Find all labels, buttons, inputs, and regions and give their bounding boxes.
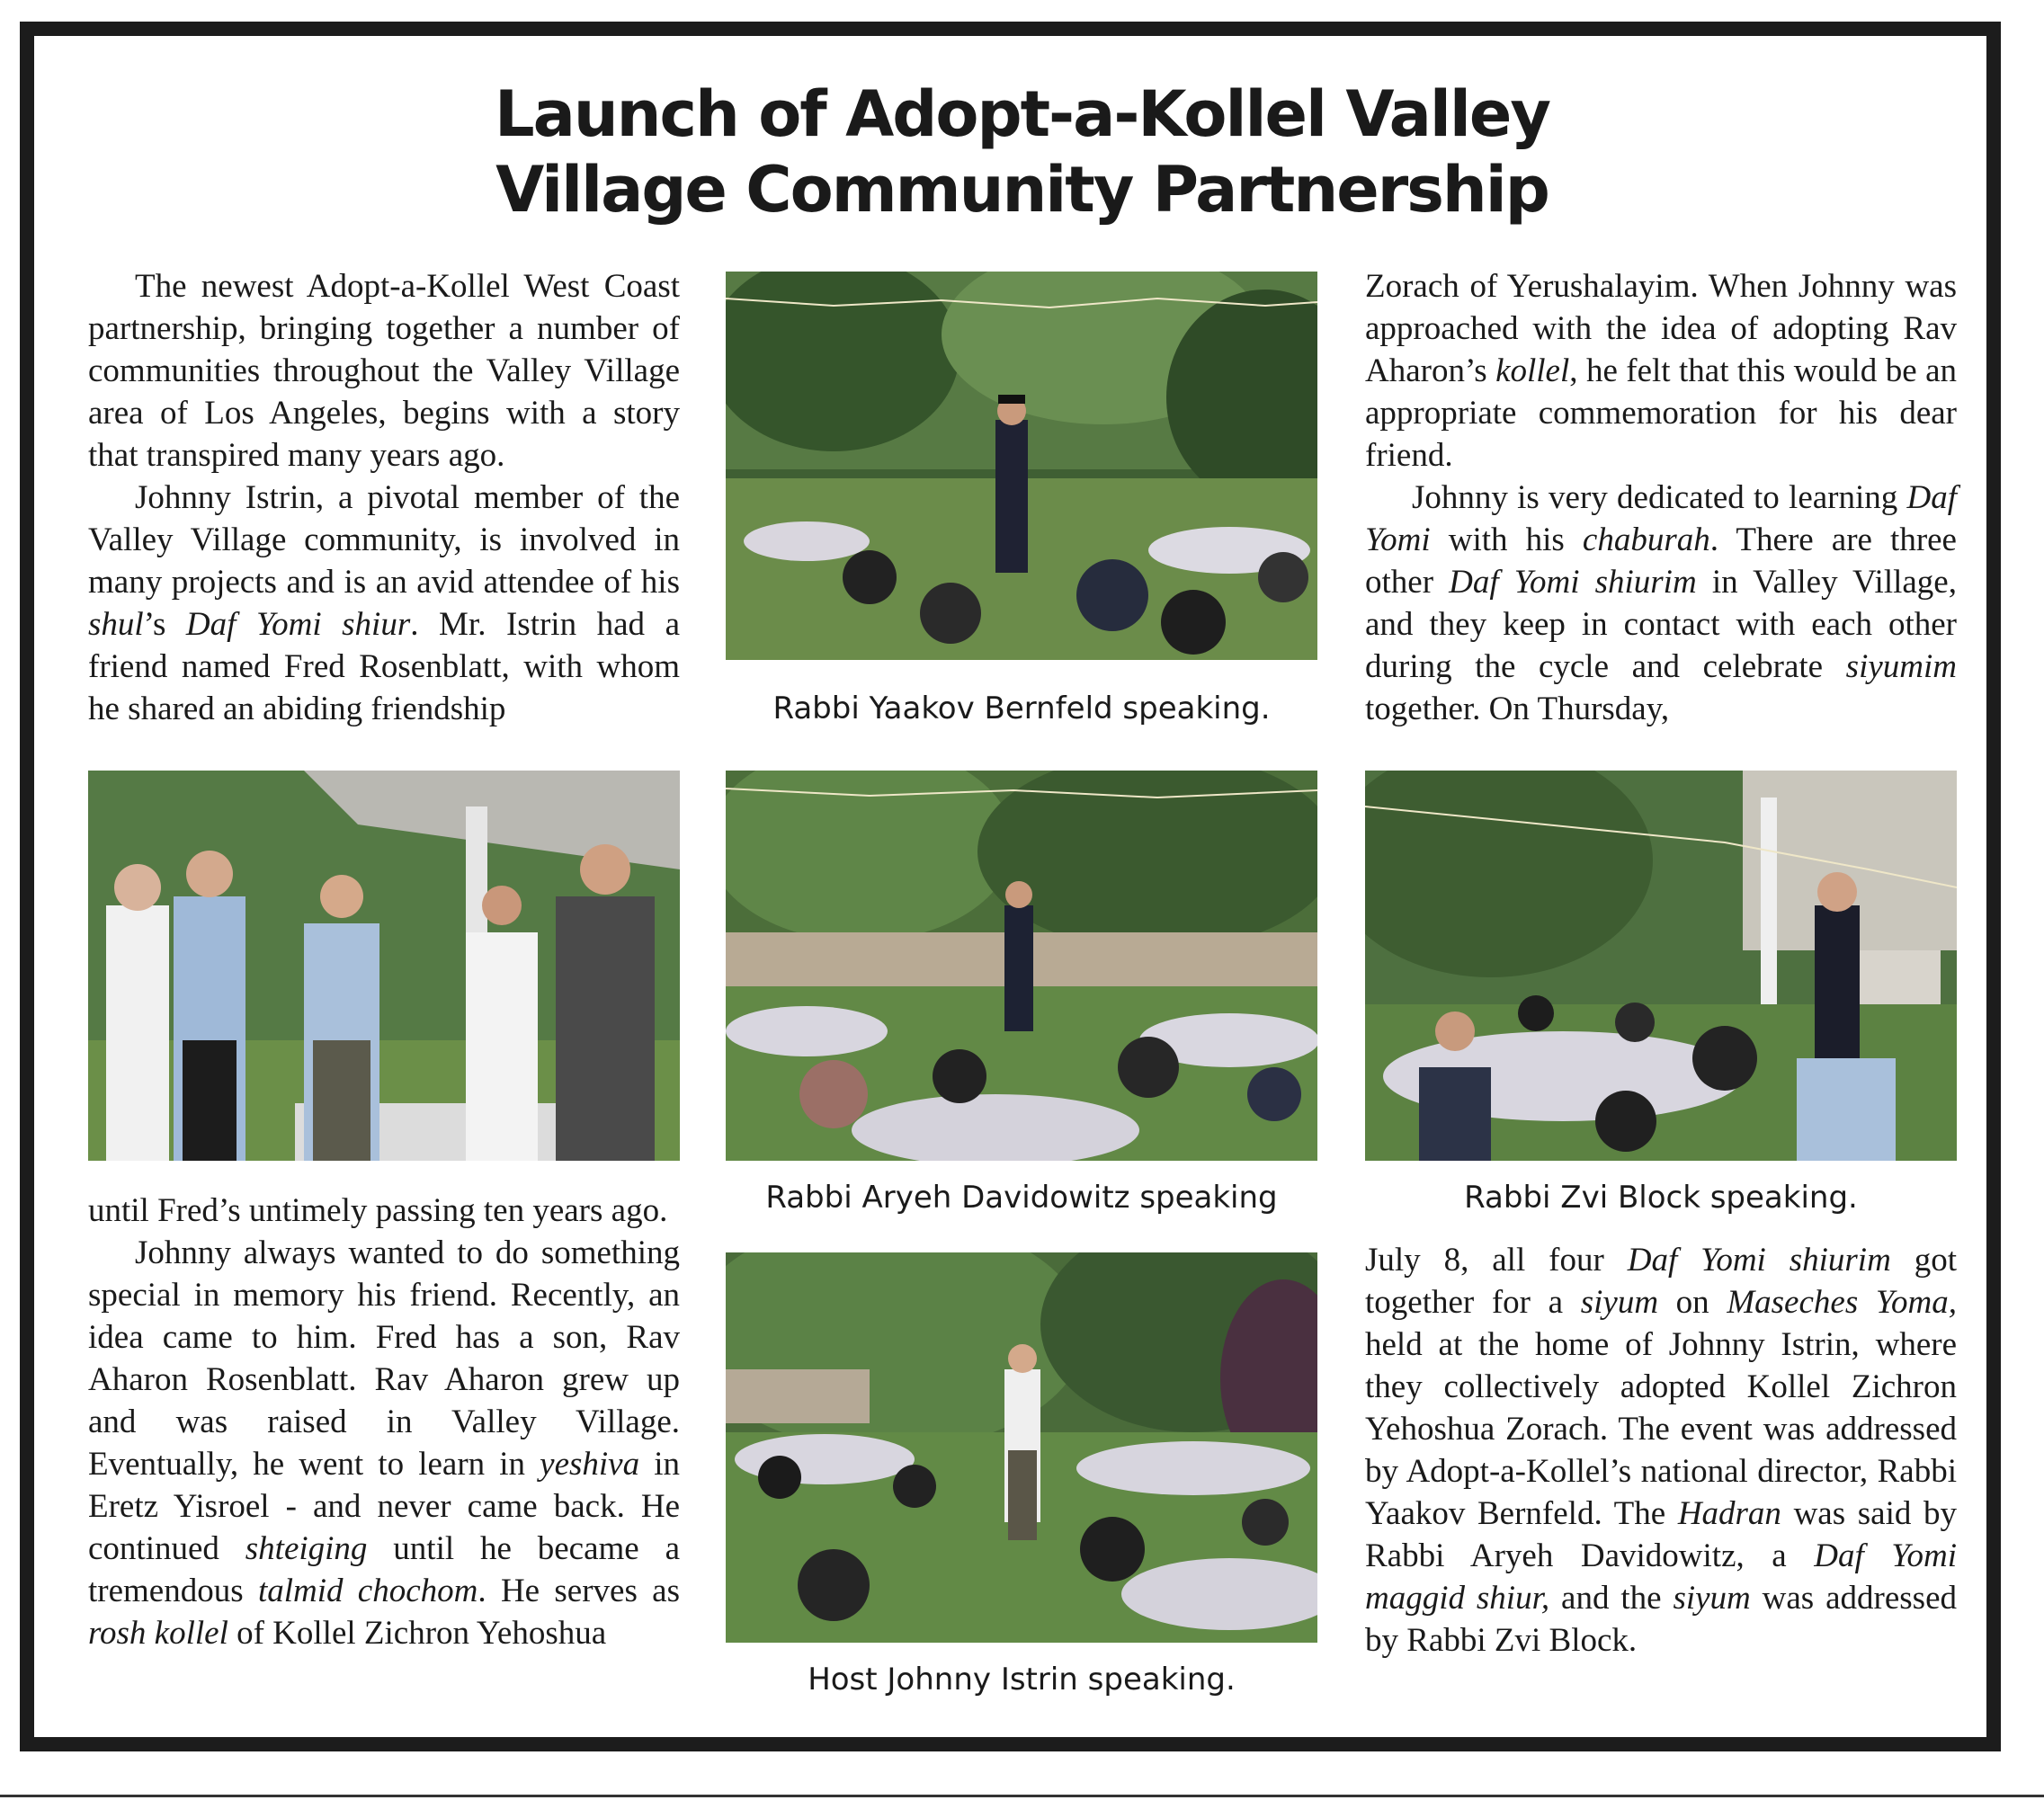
caption-block: Rabbi Zvi Block speaking. <box>1464 1180 1858 1216</box>
paragraph: Johnny Istrin, a pivotal member of the Valley Village community, is involved in many projects and is an avid attendee of his shul’s Daf Yomi shiur. Mr. Istrin had a friend named Fred Rosenblatt, with whom he shared an abiding friendship <box>88 479 680 727</box>
paragraph: until Fred’s untimely passing ten years ago. <box>88 1192 668 1229</box>
caption-bernfeld: Rabbi Yaakov Bernfeld speaking. <box>772 691 1271 726</box>
photo-block-speaking <box>1365 771 1957 1161</box>
photo-istrin-speaking <box>726 1252 1317 1643</box>
column-3-bottom-text <box>1365 1239 1957 1662</box>
paragraph: Johnny is very dedicated to learning Daf Yomi with his chaburah. There are three other Daf Yomi shiurim in Valley Village, and they keep in contact with each other during the cycle and celebrate siyumim together. On Thursday, <box>1365 479 1957 727</box>
column-1-bottom-text <box>88 1190 680 1654</box>
photo-toast-group <box>88 771 680 1161</box>
paragraph: Johnny always wanted to do something special in memory his friend. Recently, an idea came to him. Fred has a son, Rav Aharon Rosenblatt. Rav Aharon grew up and was raised in Valley Village. Eventually, he went to learn in yeshiva in Eretz Yisroel - and never came back. He continued shteiging until he became a tremendous talmid chochom. He serves as rosh kollel of Kollel Zichron Yehoshua <box>88 1234 681 1652</box>
paragraph: The newest Adopt-a-Kollel West Coast partnership, bringing together a number of communities throughout the Valley Village area of Los Angeles, begins with a story that transpired many years ago. <box>88 268 680 474</box>
headline-line-1: Launch of Adopt-a-Kollel Valley <box>494 77 1549 151</box>
photo-bernfeld-speaking <box>726 272 1317 660</box>
caption-istrin: Host Johnny Istrin speaking. <box>808 1662 1236 1698</box>
photo-davidowitz-speaking <box>726 771 1317 1161</box>
page-bottom-rule <box>0 1795 2044 1797</box>
column-1-top-text <box>88 265 680 730</box>
caption-davidowitz: Rabbi Aryeh Davidowitz speaking <box>765 1180 1278 1216</box>
article-headline <box>270 76 1774 227</box>
paragraph: July 8, all four Daf Yomi shiurim got together for a siyum on Maseches Yoma, held at the home of Johnny Istrin, where they collectively adopted Kollel Zichron Yehoshua Zorach. The event was addressed by Adopt-a-Kollel’s national director, Rabbi Yaakov Bernfeld. The Hadran was said by Rabbi Aryeh Davidowitz, a Daf Yomi maggid shiur, and the siyum was addressed by Rabbi Zvi Block. <box>1365 1242 1958 1659</box>
column-3-top-text <box>1365 265 1957 730</box>
paragraph: Zorach of Yerushalayim. When Johnny was approached with the idea of adopting Rav Aharon’s kollel, he felt that this would be an appropriate commemoration for his dear friend. <box>1365 268 1957 474</box>
headline-line-2: Village Community Partnership <box>495 153 1549 227</box>
